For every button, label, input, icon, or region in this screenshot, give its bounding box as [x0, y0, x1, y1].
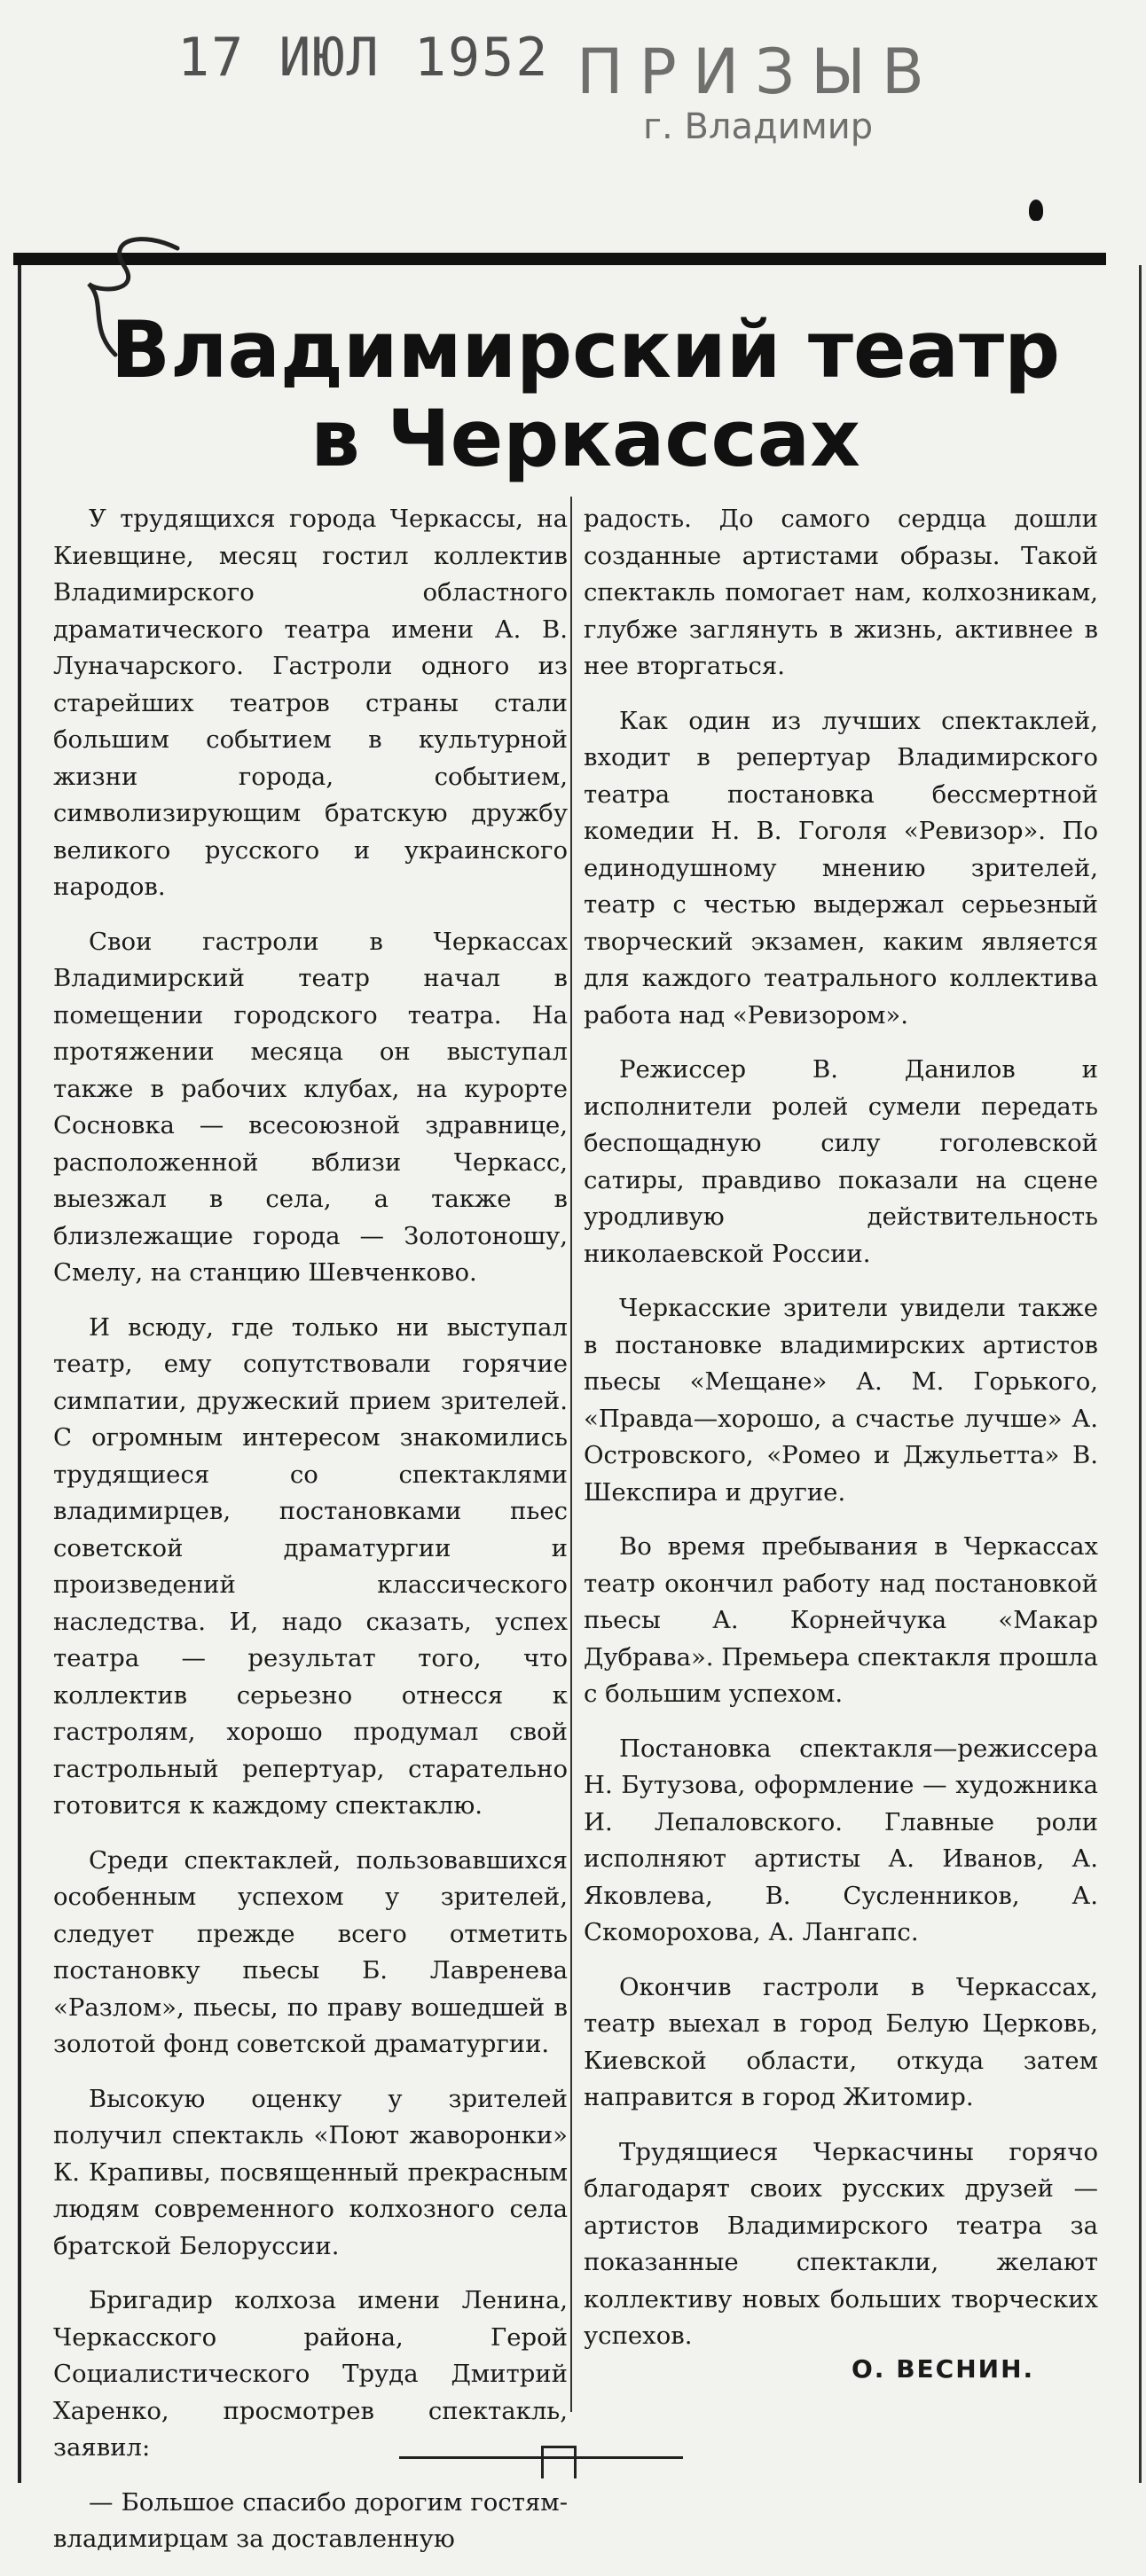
paragraph: Среди спектаклей, пользовавшихся особенным успехом у зрителей, следует прежде всего отметить постановку пьесы Б. Лавренева «Разлом», пьесы, по праву вошедшей в золотой фонд советской драматургии.	[53, 1845, 568, 2058]
article-headline	[35, 306, 1135, 483]
headline-line-2: в Черкассах	[310, 393, 860, 484]
paragraph: У трудящихся города Черкассы, на Киевщине, месяц гостил коллектив Владимирского областного драматического театра имени А. В. Луначарского. Гастроли одного из старейших театров страны стали большим событием в культурной жизни города, событием, символизирующим братскую дружбу великого русского и украинского народов.	[53, 505, 568, 901]
date-stamp: 17 ИЮЛ 1952	[177, 27, 550, 89]
left-frame-line	[18, 265, 21, 2483]
paragraph: Черкасские зрители увидели также в постановке владимирских артистов пьесы «Мещане» А. М. Горького, «Правда—хорошо, а счастье лучше» А. Островского, «Ромео и Джульетта» В. Шекспира и другие.	[584, 1294, 1098, 1507]
ink-blot	[1029, 200, 1043, 221]
paragraph: Трудящиеся Черкасчины горячо благодарят своих русских друзей — артистов Владимирского театра за показанные спектакли, желают коллективу новых больших творческих успехов.	[584, 2137, 1098, 2350]
paragraph: Высокую оценку у зрителей получил спектакль «Поют жаворонки» К. Крапивы, посвященный прекрасным людям современного колхозного села братской Белоруссии.	[53, 2084, 568, 2260]
city-stamp: г. Владимир	[643, 106, 874, 147]
paragraph: Постановка спектакля—режиссера Н. Бутузова, оформление — художника И. Лепаловского. Главные роли исполняют артисты А. Иванов, А. Яковлева, В. Сусленников, А. Скоморохова, А. Лангапс.	[584, 1734, 1098, 1946]
newspaper-name-stamp: ПРИЗЫВ	[577, 35, 940, 108]
paragraph: Бригадир колхоза имени Ленина, Черкасского района, Герой Социалистического Труда Дмитрий Харенко, просмотрев спектакль, заявил:	[53, 2286, 568, 2462]
column-divider	[570, 497, 572, 2412]
paragraph: Как один из лучших спектаклей, входит в репертуар Владимирского театра постановка бессмертной комедии Н. В. Гоголя «Ревизор». По единодушному мнению зрителей, театр с честью выдержал серьезный творческий экзамен, каким является для каждого театрального коллектива работа над «Ревизором».	[584, 706, 1098, 1030]
paragraph: И всюду, где только ни выступал театр, ему сопутствовали горячие симпатии, дружеский прием зрителей. С огромным интересом знакомились трудящиеся со спектаклями владимирцев, постановками пьес советской драматургии и произведений классического наследства. И, надо сказать, успех театра — результат того, что коллектив серьезно отнесся к гастролям, хорошо продумал свой гастрольный репертуар, старательно готовится к каждому спектаклю.	[53, 1312, 568, 1820]
right-frame-line	[1139, 265, 1142, 2483]
right-column	[584, 501, 1098, 2373]
left-column	[53, 501, 568, 2576]
author-signature: О. ВЕСНИН.	[852, 2354, 1035, 2384]
paragraph: Режиссер В. Данилов и исполнители ролей сумели передать беспощадную силу гоголевской сатиры, правдиво показали на сцене уродливую действительность николаевской России.	[584, 1055, 1098, 1268]
paragraph: Во время пребывания в Черкассах театр окончил работу над постановкой пьесы А. Корнейчука «Макар Дубрава». Премьера спектакля прошла с большим успехом.	[584, 1532, 1098, 1708]
headline-line-1: Владимирский театр	[110, 304, 1061, 395]
paragraph: радость. До самого сердца дошли созданные артистами образы. Такой спектакль помогает нам, колхозникам, глубже заглянуть в жизнь, активнее в нее вторгаться.	[584, 505, 1098, 680]
paragraph: Окончив гастроли в Черкассах, театр выехал в город Белую Церковь, Киевской области, откуда затем направится в город Житомир.	[584, 1972, 1098, 2111]
paragraph: Свои гастроли в Черкассах Владимирский театр начал в помещении городского театра. На протяжении месяца он выступал также в рабочих клубах, на курорте Сосновка — всесоюзной здравнице, расположенной вблизи Черкасс, выезжал в села, а также в близлежащие города — Золотоношу, Смелу, на станцию Шевченково.	[53, 927, 568, 1287]
paragraph: — Большое спасибо дорогим гостям-владимирцам за доставленную	[53, 2487, 568, 2553]
bottom-mark	[541, 2446, 577, 2478]
